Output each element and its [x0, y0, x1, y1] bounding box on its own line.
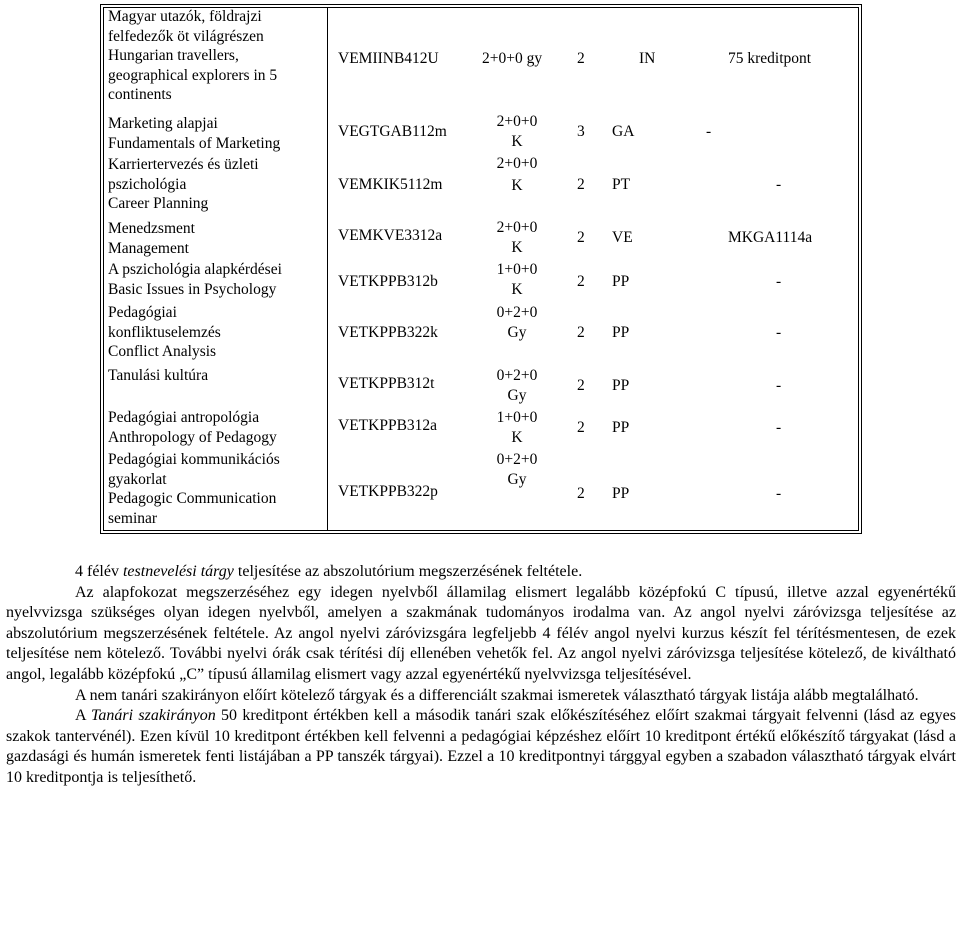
course-credits: 2: [577, 229, 585, 246]
course-name-line: Conflict Analysis: [108, 343, 217, 360]
course-hours-line: 1+0+0: [496, 261, 538, 278]
course-hours: [490, 218, 544, 258]
italic-term: Tanári szakirányon: [90, 707, 216, 725]
course-name-cell: [108, 408, 326, 447]
course-hours: 2+0+0 gy: [482, 50, 543, 67]
course-hours-line: 0+2+0: [496, 367, 538, 384]
course-hours-line: Gy: [507, 324, 527, 341]
course-hours: [490, 260, 544, 300]
course-prereq: 75 kreditpont: [728, 50, 812, 67]
course-credits: 2: [577, 176, 585, 193]
text-run: 50 kreditpont értékben kell a második tanári szak előkészítéséhez előírt szakmai tárgyait felvenni (lásd az egyes szakok tantervénél). Ezen kívül 10 kreditpont értékben kell felvenni a pedagógiai képzéshez előírt 10 kreditpont értékű előkészítő tárgyakat (lásd a gazdasági és humán ismeretek fenti listájában a PP tanszék tárgyai). Ezzel a 10 kreditpontnyi tárggyal egyben a szabadon választható tárgyak elvárt 10 kreditpontja is teljesíthető.: [6, 707, 956, 786]
course-name-cell: [108, 303, 326, 362]
text-run: 4 félév: [75, 563, 123, 580]
course-credits: 2: [577, 377, 585, 394]
course-credits: 3: [577, 123, 585, 140]
course-eval: VE: [612, 229, 633, 246]
course-prereq: -: [776, 377, 782, 394]
course-code: VETKPPB312a: [338, 417, 438, 434]
course-hours-line: 0+2+0: [496, 304, 538, 321]
course-name-line: Pedagógiai antropológia: [108, 409, 260, 426]
course-hours: [490, 303, 544, 343]
course-name-cell: [108, 450, 326, 528]
course-code: VETKPPB312b: [338, 273, 438, 290]
course-hours-line: K: [511, 281, 523, 298]
course-hours-line: 2+0+0: [496, 155, 538, 172]
course-name-line: Anthropology of Pedagogy: [108, 428, 277, 446]
course-eval: GA: [612, 123, 635, 140]
course-eval: PP: [612, 324, 630, 341]
italic-term: testnevelési tárgy: [122, 563, 234, 580]
course-name-line: Fundamentals of Marketing: [108, 134, 281, 152]
course-name-cell: [108, 260, 326, 299]
course-prereq: MKGA1114a: [728, 229, 813, 246]
course-hours: [490, 408, 544, 448]
course-name-line: Marketing alapjai: [108, 115, 218, 132]
course-prereq: -: [776, 273, 782, 290]
course-prereq: -: [776, 419, 782, 436]
course-hours-line: K: [511, 133, 523, 150]
course-eval: PP: [612, 377, 630, 394]
course-hours-line: K: [511, 429, 523, 446]
course-hours-line: Gy: [507, 387, 527, 404]
course-name-cell: [108, 7, 326, 105]
course-code: VETKPPB312t: [338, 375, 435, 392]
text-run: teljesítése az abszolutórium megszerzésének feltétele.: [233, 563, 583, 580]
course-name-line: Karriertervezés és üzleti: [108, 156, 259, 173]
course-eval: PP: [612, 419, 630, 436]
course-hours-line: 2+0+0: [496, 219, 538, 236]
course-name-cell: [108, 366, 326, 386]
course-eval: IN: [639, 50, 656, 67]
course-name-line: continents: [108, 86, 172, 103]
course-name-line: Career Planning: [108, 195, 209, 212]
course-hours-line: Gy: [507, 471, 527, 488]
course-name-line: Pedagogic Communication: [108, 490, 277, 507]
course-code: VETKPPB322k: [338, 324, 438, 341]
course-code: VEMKIK5112m: [338, 176, 443, 193]
course-eval: PP: [612, 485, 630, 502]
course-name-line: Pedagógiai: [108, 304, 177, 321]
course-credits: 2: [577, 419, 585, 436]
course-name-line: seminar: [108, 509, 158, 527]
course-prereq: -: [776, 485, 782, 502]
course-name-line: Magyar utazók, földrajzi: [108, 8, 262, 25]
course-prereq: -: [776, 176, 782, 193]
course-eval: PP: [612, 273, 630, 290]
course-name-cell: [108, 219, 326, 258]
course-hours: [490, 366, 544, 406]
course-name-line: pszichológia: [108, 175, 187, 193]
course-hours-line: K: [511, 177, 523, 194]
course-code: VETKPPB322p: [338, 483, 438, 500]
pe-requirement-paragraph: [6, 562, 956, 583]
requirements-text: [6, 562, 956, 789]
course-code: VEMIINB412U: [338, 50, 439, 67]
course-credits: 2: [577, 485, 585, 502]
course-name-line: Management: [108, 239, 189, 257]
course-name-line: Menedzsment: [108, 220, 195, 237]
course-code: VEGTGAB112m: [338, 123, 447, 140]
course-eval: PT: [612, 176, 631, 193]
course-hours-line: K: [511, 239, 523, 256]
course-hours-line: 2+0+0: [496, 113, 538, 130]
course-credits: 2: [577, 273, 585, 290]
course-name-line: geographical explorers in 5: [108, 66, 278, 84]
course-prereq: -: [776, 324, 782, 341]
course-name-line: Basic Issues in Psychology: [108, 280, 277, 298]
course-credits: 2: [577, 50, 585, 67]
course-name-cell: [108, 155, 326, 214]
course-credits: 2: [577, 324, 585, 341]
course-hours: [490, 154, 544, 196]
course-name-cell: [108, 114, 326, 153]
course-hours: [490, 450, 544, 490]
course-hours-line: 0+2+0: [496, 451, 538, 468]
course-name-line: Pedagógiai kommunikációs: [108, 451, 280, 468]
non-teacher-track-paragraph: A nem tanári szakirányon előírt kötelező tárgyak és a differenciált szakmai ismeretek választható tárgyak listája alább megtalálható.: [75, 686, 919, 704]
course-name-line: felfedezők öt világrészen: [108, 27, 264, 45]
course-hours: [490, 112, 544, 152]
teacher-track-paragraph: [6, 706, 956, 788]
course-name-line: Tanulási kultúra: [108, 367, 209, 384]
course-name-line: konfliktuselemzés: [108, 323, 221, 341]
course-code: VEMKVE3312a: [338, 227, 443, 244]
course-prereq: -: [706, 123, 712, 140]
course-hours-line: 1+0+0: [496, 409, 538, 426]
course-table-column-divider: [327, 7, 328, 531]
language-requirement-paragraph: Az alapfokozat megszerzéséhez egy idegen nyelvből államilag elismert legalább középfokú C típusú, illetve azzal egyenértékű nyelvvizsga szükséges olyan idegen nyelvből, amelyen a szakmának tudományos irodalma van. Az angol nyelvi záróvizsga teljesítése az abszolutórium megszerzésének feltétele. Az angol nyelvi záróvizsgára legfeljebb 4 félév angol nyelvi kurzus készít fel térítésmentesen, de ezek teljesítése nem kötelező. További nyelvi órák csak térítési díj ellenében vehetők fel. Az angol nyelvi záróvizsga teljesítése kötelező, de kiváltható angol, legalább középfokú „C” típusú államilag elismert vagy azzal egyenértékű nyelvvizsga teljesítésével.: [6, 583, 956, 683]
course-name-line: gyakorlat: [108, 470, 167, 488]
course-name-line: Hungarian travellers,: [108, 47, 239, 64]
course-name-line: A pszichológia alapkérdései: [108, 261, 282, 278]
text-run: A: [75, 707, 91, 725]
